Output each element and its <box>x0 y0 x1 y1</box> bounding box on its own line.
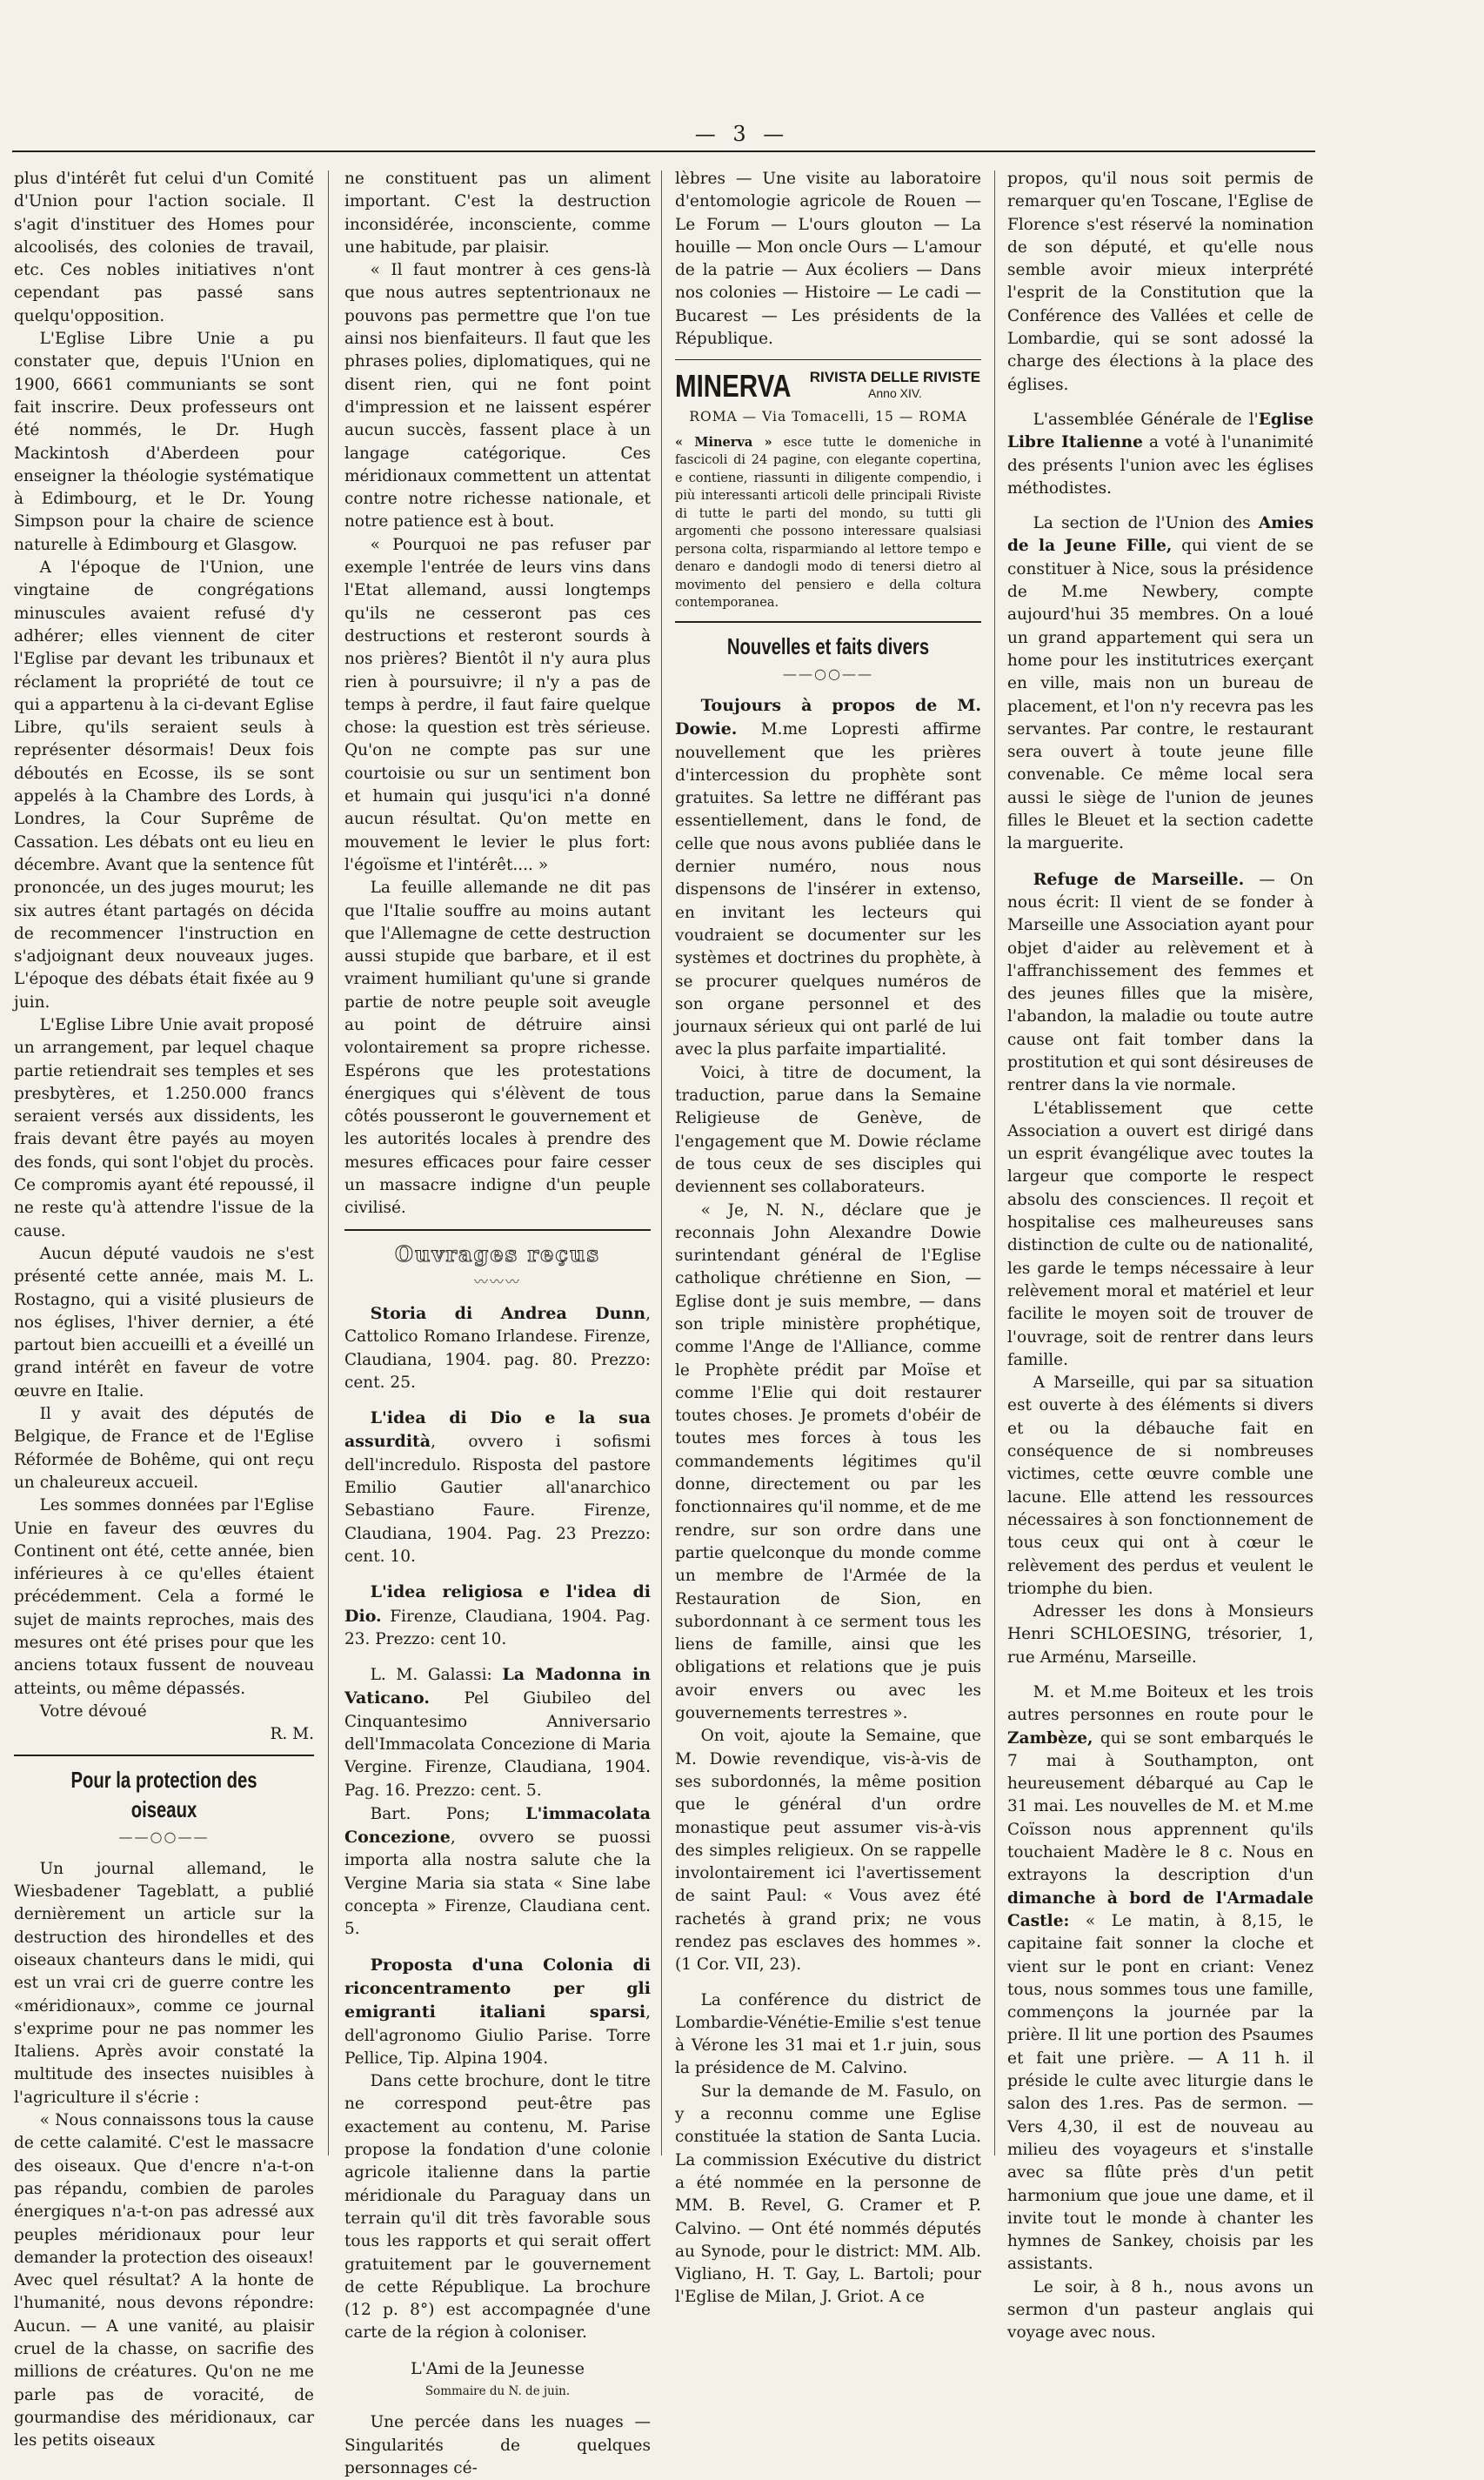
paragraph: Le soir, à 8 h., nous avons un sermon d'un pasteur anglais qui voyage avec nous. <box>1007 2277 1314 2343</box>
text-run: a voté à l'unanimité des présents l'union avec les églises méthodistes. <box>1007 433 1314 498</box>
book-details: , Cattolico Romano Irlandese. Firenze, Claudiana, 1904. pag. 80. Prezzo: cent. 25. <box>344 1304 651 1392</box>
minerva-sub: RIVISTA DELLE RIVISTE <box>809 369 981 386</box>
paragraph <box>1007 409 1314 500</box>
section-rule <box>14 1755 314 1756</box>
section-rule <box>675 359 981 360</box>
paragraph: Aucun député vaudois ne s'est présenté cette année, mais M. L. Rostagno, qui a visité plusieurs de nos églises, l'hiver dernier, a été partout bien accueilli et a éveillé un grand intérêt en faveur de votre œuvre en Italie. <box>14 1244 314 1400</box>
news-text: M.me Lopresti affirme nouvellement que les prières d'intercession du prophète sont gratuites. Sa lettre ne différant pas essentiellement, dans le fond, de celle que nous avons publiée dans le dernier numéro, nous nous dispensons de l'insérer in extenso, en invitant les lecteurs qui voudraient se documenter sur les systèmes et doctrines du prophète, à se procurer quelques numéros de son organe personnel et des journaux sérieux qui ont parlé de lui avec la plus parfaite impartialité. <box>675 720 981 1060</box>
book-title: Storia di Andrea Dunn <box>370 1303 646 1323</box>
paragraph: « Pourquoi ne pas refuser par exemple l'entrée de leurs vins dans l'Etat allemand, aussi longtemps qu'ils ne cesseront pas ces destructions et resteront sourds à nos prières? Bientôt il n'y aura plus rien à poursuivre; il n'y a pas de temps à perdre, il faut faire quelque chose: la question est très sérieuse. Qu'on ne compte pas sur une courtoisie ou sur un sentiment bon et humain qui jusqu'ici n'a donné aucun résultat. Qu'on mette en mouvement le levier le plus fort: l'égoïsme et l'intérêt.... » <box>344 535 651 874</box>
book-details: , ovvero se puossi importa alla nostra salute che la Vergine Maria sia stata « Sine labe concepta » Firenze, Claudiana cent. 5. <box>344 1828 651 1939</box>
text-run: L'assemblée Générale de l' <box>1033 410 1259 429</box>
paragraph: Sur la demande de M. Fasulo, on y a reconnu comme une Eglise constituée la station de Santa Lucia. La commission Exécutive du district a été nommée en la personne de MM. B. Revel, G. Cramer et P. Calvino. — Ont été nommés députés au Synode, pour le district: MM. Alb. Vigliano, H. T. Gay, L. Bartoli; pour l'Eglise de Milan, J. Griot. A ce <box>675 2082 981 2307</box>
text-run: La section de l'Union des <box>1033 514 1259 533</box>
section-rule <box>344 1229 651 1231</box>
book-title: L'immacolata Concezione <box>344 1803 651 1848</box>
ornament: ——○○—— <box>118 1828 210 1846</box>
text-run: qui se sont embarqués le 7 mai à Southampton, ont heureusement débarqué au Cap le 31 mai. Les nouvelles de M. et M.me Coïsson nous apprennent qu'ils touchaient Madère le 8 c. Nous en extrayons la description d'un <box>1007 1728 1314 1885</box>
paragraph: Adresser les dons à Monsieurs Henri SCHLOESING, trésorier, 1, rue Arménu, Marseille. <box>1007 1602 1314 1667</box>
column-2 <box>344 168 651 2477</box>
paragraph: propos, qu'il nous soit permis de remarquer qu'en Toscane, l'Eglise de Florence s'est réservé la nomination de son député, et qu'elle nous semble avoir mieux interprété l'esprit de la Constitution que la Conférence des Vallées et celle de Lombardie, qui se sont adossé la charge des élections à la place des églises. <box>1007 170 1314 394</box>
text-bold: Eglise Libre Italienne <box>1007 410 1314 452</box>
paragraph: On voit, ajoute la Semaine, que M. Dowie revendique, vis-à-vis de ses subordonnés, la même position que le général d'un ordre monastique peut assumer vis-à-vis des simples religieux. On se rappelle involontairement ici l'avertissement de saint Paul: « Vous avez été rachetés à grand prix; ne vous rendez pas esclaves des hommes ». (1 Cor. VII, 23). <box>675 1727 981 1975</box>
section-title-ouvrages: Ouvrages reçus <box>395 1240 600 1267</box>
paragraph: « Je, N. N., déclare que je reconnais John Alexandre Dowie surintendant général de l'Eglise catholique chrétienne en Sion, — Eglise dont je suis membre, — dans son triple ministère prophétique, comme l'Ange de l'Alliance, comme le Prophète prédit par Moïse et comme l'Elie qui doit restaurer toutes choses. Je promets d'obéir de toutes mes forces à tous les commandements légitimes qu'il donne, directement ou par les fonctionnaires qu'il nomme, et de me rendre, sur son ordre dans une partie quelconque du monde comme un membre de l'Armée de la Restauration de Sion, en subordonnant à ce serment tous les liens de famille, ainsi que les obligations et relations que je puis avoir envers ou avec les gouvernements terrestres ». <box>675 1200 981 1723</box>
book-title: L'idea religiosa e l'idea di Dio. <box>344 1582 651 1626</box>
book-details: Pel Giubileo del Cinquantesimo Anniversario dell'Immacolata Concezione di Maria Vergine. Firenze, Claudiana, 1904. Pag. 16. Prezzo: cent. 5. <box>344 1689 651 1800</box>
paragraph: L'Eglise Libre Unie a pu constater que, depuis l'Union en 1900, 6661 communiants se sont fait inscrire. Deux professeurs ont été nommés, le Dr. Hugh Mackintosh d'Aberdeen pour enseigner la théologie systématique à Edimbourg, et le Dr. Young Simpson pour la chaire de science naturelle à Edimbourg et Glasgow. <box>14 330 314 554</box>
paragraph: plus d'intérêt fut celui d'un Comité d'Union pour l'action sociale. Il s'agit d'instituer des Homes pour alcoolisés, des colonies de travail, etc. Ces nobles initiatives n'ont cependant pas passé sans quelqu'opposition. <box>14 170 314 325</box>
book-entry <box>344 1302 651 1394</box>
section-title-oiseaux: Pour la protection des oiseaux <box>70 1767 257 1823</box>
column-3 <box>675 168 981 2307</box>
paragraph: La feuille allemande ne dit pas que l'Italie souffre au moins autant que l'Allemagne de cette destruction aussi stupide que barbare, et il est vraiment humiliant qu'une si grande partie de notre peuple soit aveugle au point de détruire ainsi volontairement sa propre richesse. Espérons que les protestations énergiques qui s'élèvent de tous côtés pousseront le gouvernement et les autorités locales à prendre des mesures efficaces pour faire cesser un massacre indigne d'un peuple civilisé. <box>344 879 651 1218</box>
column-4 <box>1007 168 1314 2343</box>
closing-text: Votre dévoué <box>39 1701 147 1721</box>
minerva-subtitle <box>810 369 980 402</box>
ami-title: L'Ami de la Jeunesse <box>411 2358 585 2378</box>
book-entry <box>344 1802 651 1942</box>
paragraph: A l'époque de l'Union, une vingtaine de congrégations minuscules avaient refusé d'y adhérer; elles viennent de citer l'Eglise par devant les tribunaux et réclament la propriété de tout ce qui a appartenu à la ci-devant Eglise Libre, qu'ils seraient seuls à représenter désormais! Deux fois déboutés en Ecosse, ils se sont appelés à la Chambre des Lords, à Londres, la Cour Suprême de Cassation. Les débats ont eu lieu en décembre. Avant que la sentence fût prononcée, un des juges mourut; les six autres étant partagés on décida de recommencer l'instruction en s'adjoignant deux nouveaux juges. L'époque des débats était fixée au 9 juin. <box>14 558 314 1012</box>
minerva-year: Anno XIV. <box>868 386 922 401</box>
book-author: L. M. Galassi: <box>370 1666 503 1685</box>
paragraph: « Nous connaissons tous la cause de cette calamité. C'est le massacre des oiseaux. Que d'encre n'a-t-on pas répandu, combien de paroles énergiques n'a-t-on pas adressé aux peuples méridionaux pour leur demander la protection des oiseaux! Avec quel résultat? A la honte de l'humanité, nous devons répondre: Aucun. — A une vanité, au plaisir cruel de la chasse, on sacrifie des millions de créatures. Qu'on ne me parle pas de voracité, de gourmandise des méridionaux, car les petits oiseaux <box>14 2111 314 2450</box>
text-bold: Zambèze, <box>1007 1728 1093 1748</box>
paragraph: Une percée dans les nuages — Singularités de quelques personnages cé- <box>344 2413 651 2477</box>
column-divider <box>328 170 329 2156</box>
letter-closing <box>14 1701 314 1723</box>
news-item <box>675 694 981 1062</box>
paragraph: La conférence du district de Lombardie-Vénétie-Emilie s'est tenue à Vérone les 31 mai et 1.r juin, sous la présidence de M. Calvino. <box>675 1990 981 2078</box>
column-divider <box>994 170 995 2156</box>
book-details: , ovvero i sofismi dell'incredulo. Risposta del pastore Emilio Gautier all'anarchico Sebastiano Faure. Firenze, Claudiana, 1904. Pag. 23 Prezzo: cent. 10. <box>344 1433 651 1566</box>
ornament: 〰〰〰 <box>473 1273 521 1290</box>
minerva-ad-header <box>675 369 981 402</box>
signature: R. M. <box>270 1725 314 1744</box>
text-run: — On nous écrit: Il vient de se fonder à Marseille une Association ayant pour objet d'aider au relèvement et à l'affranchissement des femmes et des jeunes filles que la misère, l'abandon, la maladie ou toute autre cause ont fait tomber dans la prostitution et qui sont désireuses de rentrer dans la vie normale. <box>1007 870 1314 1095</box>
section-rule <box>675 621 981 623</box>
section-title-nouvelles: Nouvelles et faits divers <box>726 632 930 659</box>
paragraph: L'Eglise Libre Unie avait proposé un arrangement, par lequel chaque partie retiendrait ses temples et ses presbytères, et 1.250.000 francs seraient versés aux dissidents, les frais devant être payés au moyen des fonds, qui sont l'objet du procès. Ce compromis ayant été repoussé, il ne reste qu'à attendre l'issue de la cause. <box>14 1015 314 1240</box>
paragraph: Il y avait des députés de Belgique, de France et de l'Eglise Réformée de Bohême, qui ont reçu un chaleureux accueil. <box>14 1405 314 1492</box>
paragraph: Un journal allemand, le Wiesbadener Tageblatt, a publié dernièrement un article sur la destruction des hirondelles et des oiseaux chanteurs dans le midi, qui est un vrai cri de guerre contre les «méridionaux», comme ce journal s'exprime pour ne pas nommer les Italiens. Après avoir constaté la multitude des insectes nuisibles à l'agriculture il s'écrie : <box>14 1859 314 2107</box>
book-title: La Madonna in Vaticano. <box>344 1665 651 1708</box>
paragraph <box>1007 512 1314 855</box>
column-1 <box>14 168 314 2450</box>
minerva-body <box>675 434 981 612</box>
minerva-name: MINERVA <box>675 368 792 404</box>
text-run: « Le matin, à 8,15, le capitaine fait sonner la cloche et vient sur le pont en criant: Venez tous, nous sommes tous une famille, commençons la journée par la prière. Il lit une portion des Psaumes et fait une prière. — A 11 h. il préside le culte avec liturgie dans le salon des 1.res. Pas de sermon. — Vers 4,30, il est de nouveau au milieu des voyageurs et s'installe avec sa flûte près d'un petit harmonium que joue une dame, et il invite tout le monde à chanter les hymnes de Sankey, choisis par les assistants. <box>1007 1911 1314 2274</box>
book-title: Proposta d'una Colonia di riconcentramento per gli emigranti italiani sparsi <box>344 1955 651 2022</box>
minerva-address: ROMA — Via Tomacelli, 15 — ROMA <box>689 409 967 425</box>
ami-subtitle: Sommaire du N. de juin. <box>424 2384 571 2399</box>
paragraph: Voici, à titre de document, la traduction, parue dans la Semaine Religieuse de Genève, de l'engagement que M. Dowie réclame de tous ceux de ses disciples qui deviennent ses collaborateurs. <box>675 1063 981 1197</box>
paragraph: L'établissement que cette Association a ouvert est dirigé dans un esprit évangélique avec toutes la largeur que comporte le respect absolu des consciences. Il reçoit et hospitalise ces malheureuses sans distinction de culte ou de nationalité, les garde le temps nécessaire à leur relèvement moral et matériel et leur facilite le moyen soit de trouver de l'ouvrage, soit de rentrer dans leurs famille. <box>1007 1099 1314 1369</box>
text-run: M. et M.me Boiteux et les trois autres personnes en route pour le <box>1007 1683 1314 1725</box>
text-bold: dimanche à bord de l'Armadale Castle: <box>1007 1888 1314 1930</box>
paragraph: « Il faut montrer à ces gens-là que nous autres septentrionaux ne pouvons pas permettre que l'on tue ainsi nos bienfaiteurs. Il faut que les phrases polies, diplomatiques, qui ne disent rien, qui ne font point d'impression et ne laissent espérer aucun succès, fassent place à un langage catégorique. Ces méridionaux commettent un attentat contre notre richesse nationale, et notre patience est à bout. <box>344 261 651 531</box>
text-bold: Refuge de Marseille. <box>1033 869 1245 889</box>
book-entry <box>344 1663 651 1802</box>
paragraph: A Marseille, qui par sa situation est ouverte à des éléments si divers et ou la débauche fait en conséquence de si nombreuses victimes, cette œuvre comble une lacune. Elle attend les ressources nécessaires à son fonctionnement de tous ceux qui ont à cœur le relèvement des perdus et veulent le triomphe du bien. <box>1007 1374 1314 1598</box>
book-entry <box>344 1954 651 2070</box>
paragraph <box>1007 868 1314 1098</box>
text-bold: Amies de la Jeune Fille, <box>1007 514 1314 556</box>
book-entry <box>344 1581 651 1651</box>
paragraph: Dans cette brochure, dont le titre ne correspond peut-être pas exactement au contenu, M. Parise propose la fondation d'une colonie agricole italienne dans la partie méridionale du Paraguay dans un terrain qu'il dit très favorable sous tous les rapports et qui serait offert gratuitement par le gouvernement de cette République. La brochure (12 p. 8°) est accompagnée d'une carte de la région à coloniser. <box>344 2072 651 2343</box>
book-details: , dell'agronomo Giulio Parise. Torre Pellice, Tip. Alpina 1904. <box>344 2003 651 2068</box>
book-author: Bart. Pons; <box>370 1804 526 1823</box>
text-run: qui vient de se constituer à Nice, sous la présidence de M.me Newbery, compte aujourd'hui 35 membres. On a loué un grand appartement qui sera un home pour les institutrices exerçant en ville, mais non un bureau de placement, et l'on n'y recevra pas les servantes. Par contre, le restaurant sera ouvert à toute jeune fille convenable. Ce même local sera aussi le siège de l'union de jeunes filles le Bleuet et la section cadette la marguerite. <box>1007 537 1314 853</box>
paragraph: Les sommes données par l'Eglise Unie en faveur des œuvres du Continent ont été, cette année, bien inférieures à ce qu'elles étaient précédemment. Cela a formé le sujet de maints reproches, mais des mesures ont été prises pour que les anciens totaux fussent de nouveau atteints, ou même dépassés. <box>14 1496 314 1698</box>
news-title: Toujours à propos de M. Dowie. <box>675 695 981 739</box>
ornament: ——○○—— <box>783 665 873 682</box>
page-number: — 3 — <box>694 122 790 146</box>
paragraph <box>1007 1681 1314 2276</box>
book-title: L'idea di Dio e la sua assurdità <box>344 1408 651 1452</box>
paragraph: ne constituent pas un aliment important. C'est la destruction inconsidérée, inconsciente, comme une habitude, par plaisir. <box>344 170 651 257</box>
paragraph: lèbres — Une visite au laboratoire d'entomologie agricole de Rouen — Le Forum — L'ours glouton — La houille — Mon oncle Ours — L'amour de la patrie — Aux écoliers — Dans nos colonies — Histoire — Le cadi — Bucarest — Les présidents de la République. <box>675 170 981 349</box>
minerva-text: esce tutte le domeniche in fascicoli di 24 pagine, con elegante copertina, e contiene, riassunti in diligente compendio, i più interessanti articoli delle principali Riviste di tutte le parti del mondo, su tutti gli argomenti che possono interessare qualsiasi persona colta, risparmiando al lettore tempo e denaro e dandogli modo di tenersi dietro al movimento del pensiero e della coltura contemporanea. <box>675 435 981 611</box>
column-divider <box>661 170 662 2156</box>
book-details: Firenze, Claudiana, 1904. Pag. 23. Prezzo: cent 10. <box>344 1607 651 1648</box>
minerva-lead: « Minerva » <box>675 434 772 450</box>
book-entry <box>344 1407 651 1568</box>
header-rule <box>12 150 1315 152</box>
